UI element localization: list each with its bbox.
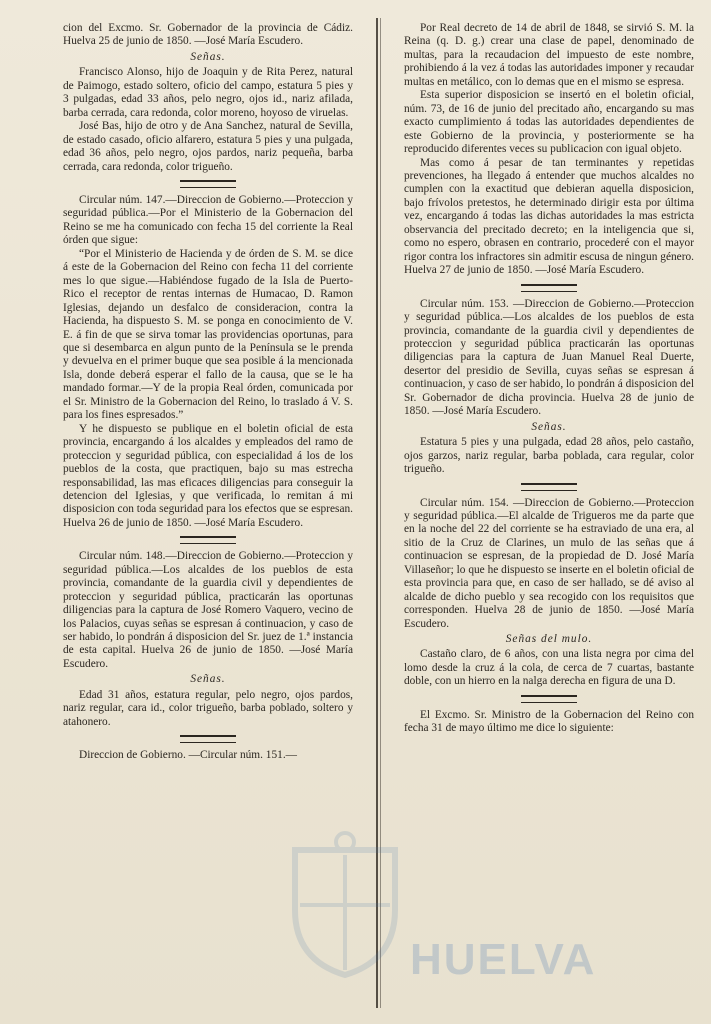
paragraph: Estatura 5 pies y una pulgada, edad 28 años, pelo castaño, ojos garzos, nariz regular, barba poblada, cara regular, color trigueño. bbox=[404, 436, 694, 476]
paragraph: Mas como á pesar de tan terminantes y repetidas prevenciones, ha llegado á entender que muchos alcaldes no cumplen con la exactitud que debieran aquella disposicion, bajo frívolos pretestos, he determinado dirigir esta por última vez, encargando á todas las dichas autoridades la mas estricta observancia del precitado decreto; en la inteligencia que si, como no espero, obrasen en contrario, procederé con el mayor rigor contra los infractores sin admitir escusa de ningun género. Huelva 27 de junio de 1850. —José María Escudero. bbox=[404, 156, 694, 277]
circular-147: Circular núm. 147.—Direccion de Gobierno.—Proteccion y seguridad pública.—Por el Ministerio de la Gobernacion del Reino se me ha comunicado con fecha 15 del corriente la Real órden que sigue: bbox=[63, 193, 353, 247]
watermark-text: HUELVA bbox=[410, 935, 597, 984]
paragraph: Francisco Alonso, hijo de Joaquin y de Rita Perez, natural de Paimogo, estado soltero, oficio del campo, estatura 5 pies y 3 pulgadas, edad 33 años, pelo negro, ojos id., nariz afilada, barba cerrada, cara redonda, color moreno, hoyoso de viruelas. bbox=[63, 66, 353, 119]
paragraph: Por Real decreto de 14 de abril de 1848, se sirvió S. M. la Reina (q. D. g.) crear una clase de papel, denominado de multas, para la recaudacion del impuesto de este nombre, prohibiendo á la vez á todas las autoridades imponer y recaudar multas en metálico, con lo demas que en el mismo se espresa. bbox=[404, 22, 694, 88]
section-heading: Señas. bbox=[531, 420, 567, 433]
paragraph: Edad 31 años, estatura regular, pelo negro, ojos pardos, nariz regular, cara id., color trigueño, barba poblado, soltero y atahonero. bbox=[63, 688, 353, 728]
separator-rule bbox=[180, 180, 236, 188]
paragraph: Castaño claro, de 6 años, con una lista negra por cima del lomo desde la cruz á la cola, de cerca de 7 cuartas, bastante doble, con un hierro en la nalga derecha en figura de una D. bbox=[404, 648, 694, 688]
circular-154: Circular núm. 154. —Direccion de Gobierno.—Proteccion y seguridad pública.—El alcalde de Trigueros me da parte que en la noche del 22 del corriente se ha estraviado de una era, al sitio de la Cruz de Clarines, un mulo de las señas que á continuacion se espresan, de la propiedad de D. José María Villaseñor; lo que he dispuesto se inserte en el boletin oficial de esta provincia para que, en caso de ser hallado, se dé aviso al alcalde de dicho pueblo y sea recogido con los requisitos que corresponden. Huelva 28 de junio de 1850. —José María Escudero. bbox=[404, 496, 694, 630]
paragraph: José Bas, hijo de otro y de Ana Sanchez, natural de Sevilla, de estado casado, oficio alfarero, estatura 5 pies y una pulgada, edad 36 años, pelo negro, ojos pardos, nariz pequeña, barba cerrada, cara redonda, color trigueño. bbox=[63, 120, 353, 173]
separator-rule bbox=[521, 695, 577, 703]
paragraph-quote: “Por el Ministerio de Hacienda y de órden de S. M. se dice á este de la Gobernacion del Reino con fecha 11 del corriente mes lo que sigue.—Habiéndose fugado de la Isla de Puerto-Rico el receptor de rentas internas de Humacao, D. Ramon Iglesias, dejando un desfalco de consideracion, contra la Hacienda, ha dispuesto S. M. se ponga en conocimiento de V. E. á fin de que se sirva tomar las providencias oportunas, para que si desembarca en algun punto de la Península se le prenda y devuelva en el primer buque que sea posible á la mencionada Isla, donde deberá esperar el fallo de la causa, que se le ha mandado formar.—Y de la propia Real órden, comunicada por el Sr. Ministro de la Gobernacion del Reino, lo traslado á V. S. para los fines espresados.” bbox=[63, 247, 353, 422]
left-column bbox=[63, 22, 353, 1012]
section-heading: Señas del mulo. bbox=[505, 633, 593, 646]
column-divider-secondary bbox=[380, 18, 381, 1008]
section-heading: Señas. bbox=[190, 50, 226, 63]
column-divider bbox=[376, 18, 378, 1008]
paragraph: Esta superior disposicion se insertó en el boletin oficial, núm. 73, de 16 de junio del precitado año, encargando su mas exacto cumplimiento á todas las autoridades dependientes de este Gobierno de la provincia, y posteriormente se ha reproducido diferentes veces su publicacion con igual objeto. bbox=[404, 89, 694, 156]
paragraph: Y he dispuesto se publique en el boletin oficial de esta provincia, encargando á los alcaldes y empleados del ramo de proteccion y seguridad pública, con especialidad á los de los pueblos de la costa, que practiquen, bajo su mas estrecha responsabilidad, las mas eficaces diligencias para conseguir la detencion del Iglesias, y que verificada, lo remitan á mi disposicion con toda seguridad para los efectos que se espresan. Huelva 26 de junio de 1850. —José María Escudero. bbox=[63, 422, 353, 529]
circular-151-heading: Direccion de Gobierno. —Circular núm. 151.— bbox=[79, 749, 297, 762]
paragraph: cion del Excmo. Sr. Gobernador de la provincia de Cádiz. Huelva 25 de junio de 1850. —José María Escudero. bbox=[63, 22, 353, 48]
circular-153: Circular núm. 153. —Direccion de Gobierno.—Proteccion y seguridad pública.—Los alcaldes de los pueblos de esta provincia, comandante de la guardia civil y dependientes de proteccion y seguridad pública practicarán las oportunas diligencias para la captura de Juan Manuel Real Duerte, desertor del presidio de Sevilla, cuyas señas se espresan á continuacion, y caso de ser habido, lo pondrán á disposicion del Sr. Gobernador de dicha provincia. Huelva 28 de junio de 1850. —José María Escudero. bbox=[404, 297, 694, 418]
separator-rule bbox=[521, 483, 577, 491]
circular-148: Circular núm. 148.—Direccion de Gobierno.—Proteccion y seguridad pública.—Los alcaldes de los pueblos de esta provincia, comandante de la guardia civil y dependientes de proteccion y seguridad pública, practicarán las oportunas diligencias para la captura de José Romero Vaquero, vecino de los Palacios, cuyas señas se espresan á continuacion, y caso de ser habido, lo pondrán á disposicion del Sr. juez de 1.ª instancia de esta capital. Huelva 26 de junio de 1850. —José María Escudero. bbox=[63, 550, 353, 670]
separator-rule bbox=[180, 536, 236, 544]
separator-rule bbox=[180, 735, 236, 743]
right-column bbox=[404, 22, 694, 1012]
section-heading: Señas. bbox=[190, 673, 226, 686]
paragraph: El Excmo. Sr. Ministro de la Gobernacion del Reino con fecha 31 de mayo último me dice lo siguiente: bbox=[404, 708, 694, 735]
separator-rule bbox=[521, 284, 577, 292]
